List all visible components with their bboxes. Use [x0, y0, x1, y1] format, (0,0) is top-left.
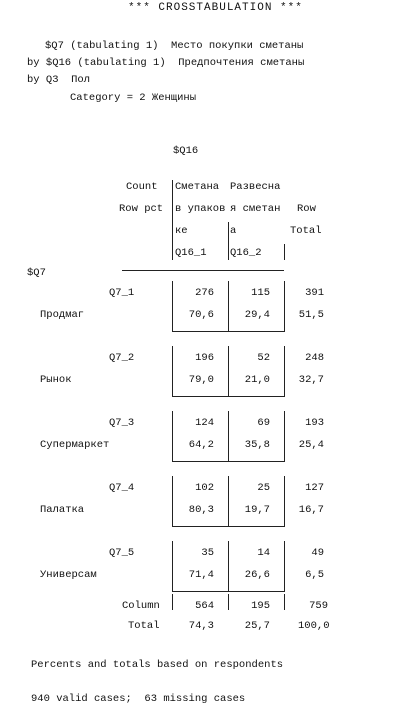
grid-vline — [228, 281, 229, 331]
col1-label-a: Сметана — [175, 181, 220, 193]
grid-vline — [284, 594, 285, 610]
column-variable: $Q16 — [173, 145, 199, 157]
footnote-percents: Percents and totals based on respondents — [31, 659, 284, 671]
row-pct-col1: 80,3 — [188, 504, 214, 516]
category-line: Category = 2 Женщины — [70, 92, 197, 104]
header-line-1: $Q7 (tabulating 1) Место покупки сметаны — [45, 40, 304, 52]
grid-vline — [284, 476, 285, 526]
grid-vline — [172, 281, 173, 331]
row-variable: $Q7 — [27, 267, 46, 279]
row-count-total: 193 — [305, 417, 324, 429]
crosstab-title: *** CROSSTABULATION *** — [128, 2, 303, 14]
col1-label-c: ке — [175, 225, 188, 237]
col2-code: Q16_2 — [230, 247, 262, 259]
grid-hline-row — [172, 396, 285, 397]
grid-vline-right-header — [284, 244, 285, 260]
grid-hline-header — [122, 270, 284, 271]
grid-vline-left-header — [172, 180, 173, 260]
row-total-label-b: Total — [290, 225, 322, 237]
row-pct-total: 32,7 — [298, 374, 324, 386]
row-code: Q7_5 — [109, 547, 135, 559]
row-count-col1: 276 — [195, 287, 214, 299]
grid-vline — [228, 594, 229, 610]
stub-count: Count — [126, 181, 158, 193]
grid-vline — [284, 541, 285, 591]
row-pct-col2: 21,0 — [244, 374, 270, 386]
row-pct-col2: 26,6 — [244, 569, 270, 581]
row-count-col2: 14 — [257, 547, 270, 559]
row-pct-col2: 29,4 — [244, 309, 270, 321]
col2-label-a: Развесна — [230, 181, 281, 193]
row-count-col2: 115 — [251, 287, 270, 299]
header-line-3: by Q3 Пол — [27, 74, 91, 86]
row-total-label-a: Row — [297, 203, 316, 215]
grid-vline — [284, 346, 285, 396]
grid-hline-row — [172, 461, 285, 462]
column-total-col2: 195 — [251, 600, 270, 612]
grid-vline — [172, 346, 173, 396]
row-pct-col2: 35,8 — [244, 439, 270, 451]
grid-hline-row — [172, 591, 285, 592]
grid-vline — [284, 411, 285, 461]
row-count-col2: 52 — [257, 352, 270, 364]
row-code: Q7_3 — [109, 417, 135, 429]
grid-vline — [228, 346, 229, 396]
row-count-col2: 25 — [257, 482, 270, 494]
row-pct-total: 16,7 — [298, 504, 324, 516]
row-pct-total: 6,5 — [305, 569, 324, 581]
column-pct-all: 100,0 — [298, 620, 330, 632]
row-pct-col1: 79,0 — [188, 374, 214, 386]
col2-label-b: я сметан — [230, 203, 281, 215]
row-count-col2: 69 — [257, 417, 270, 429]
row-name: Супермаркет — [40, 439, 110, 451]
column-total-label: Column — [122, 600, 160, 612]
row-count-total: 248 — [305, 352, 324, 364]
row-name: Универсам — [40, 569, 97, 581]
row-pct-total: 25,4 — [298, 439, 324, 451]
stub-row-pct: Row pct — [119, 203, 164, 215]
row-count-col1: 102 — [195, 482, 214, 494]
row-pct-col1: 71,4 — [188, 569, 214, 581]
grid-hline-row — [172, 331, 285, 332]
grid-vline — [172, 541, 173, 591]
grid-vline — [172, 476, 173, 526]
col2-label-c: а — [230, 225, 237, 237]
row-count-total: 391 — [305, 287, 324, 299]
grid-vline — [228, 476, 229, 526]
grid-vline — [228, 411, 229, 461]
row-code: Q7_1 — [109, 287, 135, 299]
grid-vline — [172, 411, 173, 461]
col1-code: Q16_1 — [175, 247, 207, 259]
footnote-cases: 940 valid cases; 63 missing cases — [31, 693, 246, 705]
grid-vline — [284, 281, 285, 331]
column-pct-col1: 74,3 — [188, 620, 214, 632]
row-code: Q7_4 — [109, 482, 135, 494]
row-name: Рынок — [40, 374, 72, 386]
column-pct-col2: 25,7 — [244, 620, 270, 632]
grid-vline — [228, 541, 229, 591]
header-line-2: by $Q16 (tabulating 1) Предпочтения сметаны — [27, 57, 305, 69]
row-name: Продмаг — [40, 309, 85, 321]
col1-label-b: в упаков — [175, 203, 226, 215]
grid-vline — [172, 594, 173, 610]
row-pct-col2: 19,7 — [244, 504, 270, 516]
row-pct-col1: 64,2 — [188, 439, 214, 451]
row-count-col1: 35 — [201, 547, 214, 559]
row-count-col1: 124 — [195, 417, 214, 429]
row-count-total: 49 — [311, 547, 324, 559]
grid-hline-row — [172, 526, 285, 527]
total-label: Total — [128, 620, 160, 632]
row-count-total: 127 — [305, 482, 324, 494]
column-total-col1: 564 — [195, 600, 214, 612]
row-name: Палатка — [40, 504, 85, 516]
grid-vline-mid-header — [228, 222, 229, 260]
row-pct-total: 51,5 — [298, 309, 324, 321]
row-pct-col1: 70,6 — [188, 309, 214, 321]
row-code: Q7_2 — [109, 352, 135, 364]
row-count-col1: 196 — [195, 352, 214, 364]
column-total-all: 759 — [309, 600, 328, 612]
